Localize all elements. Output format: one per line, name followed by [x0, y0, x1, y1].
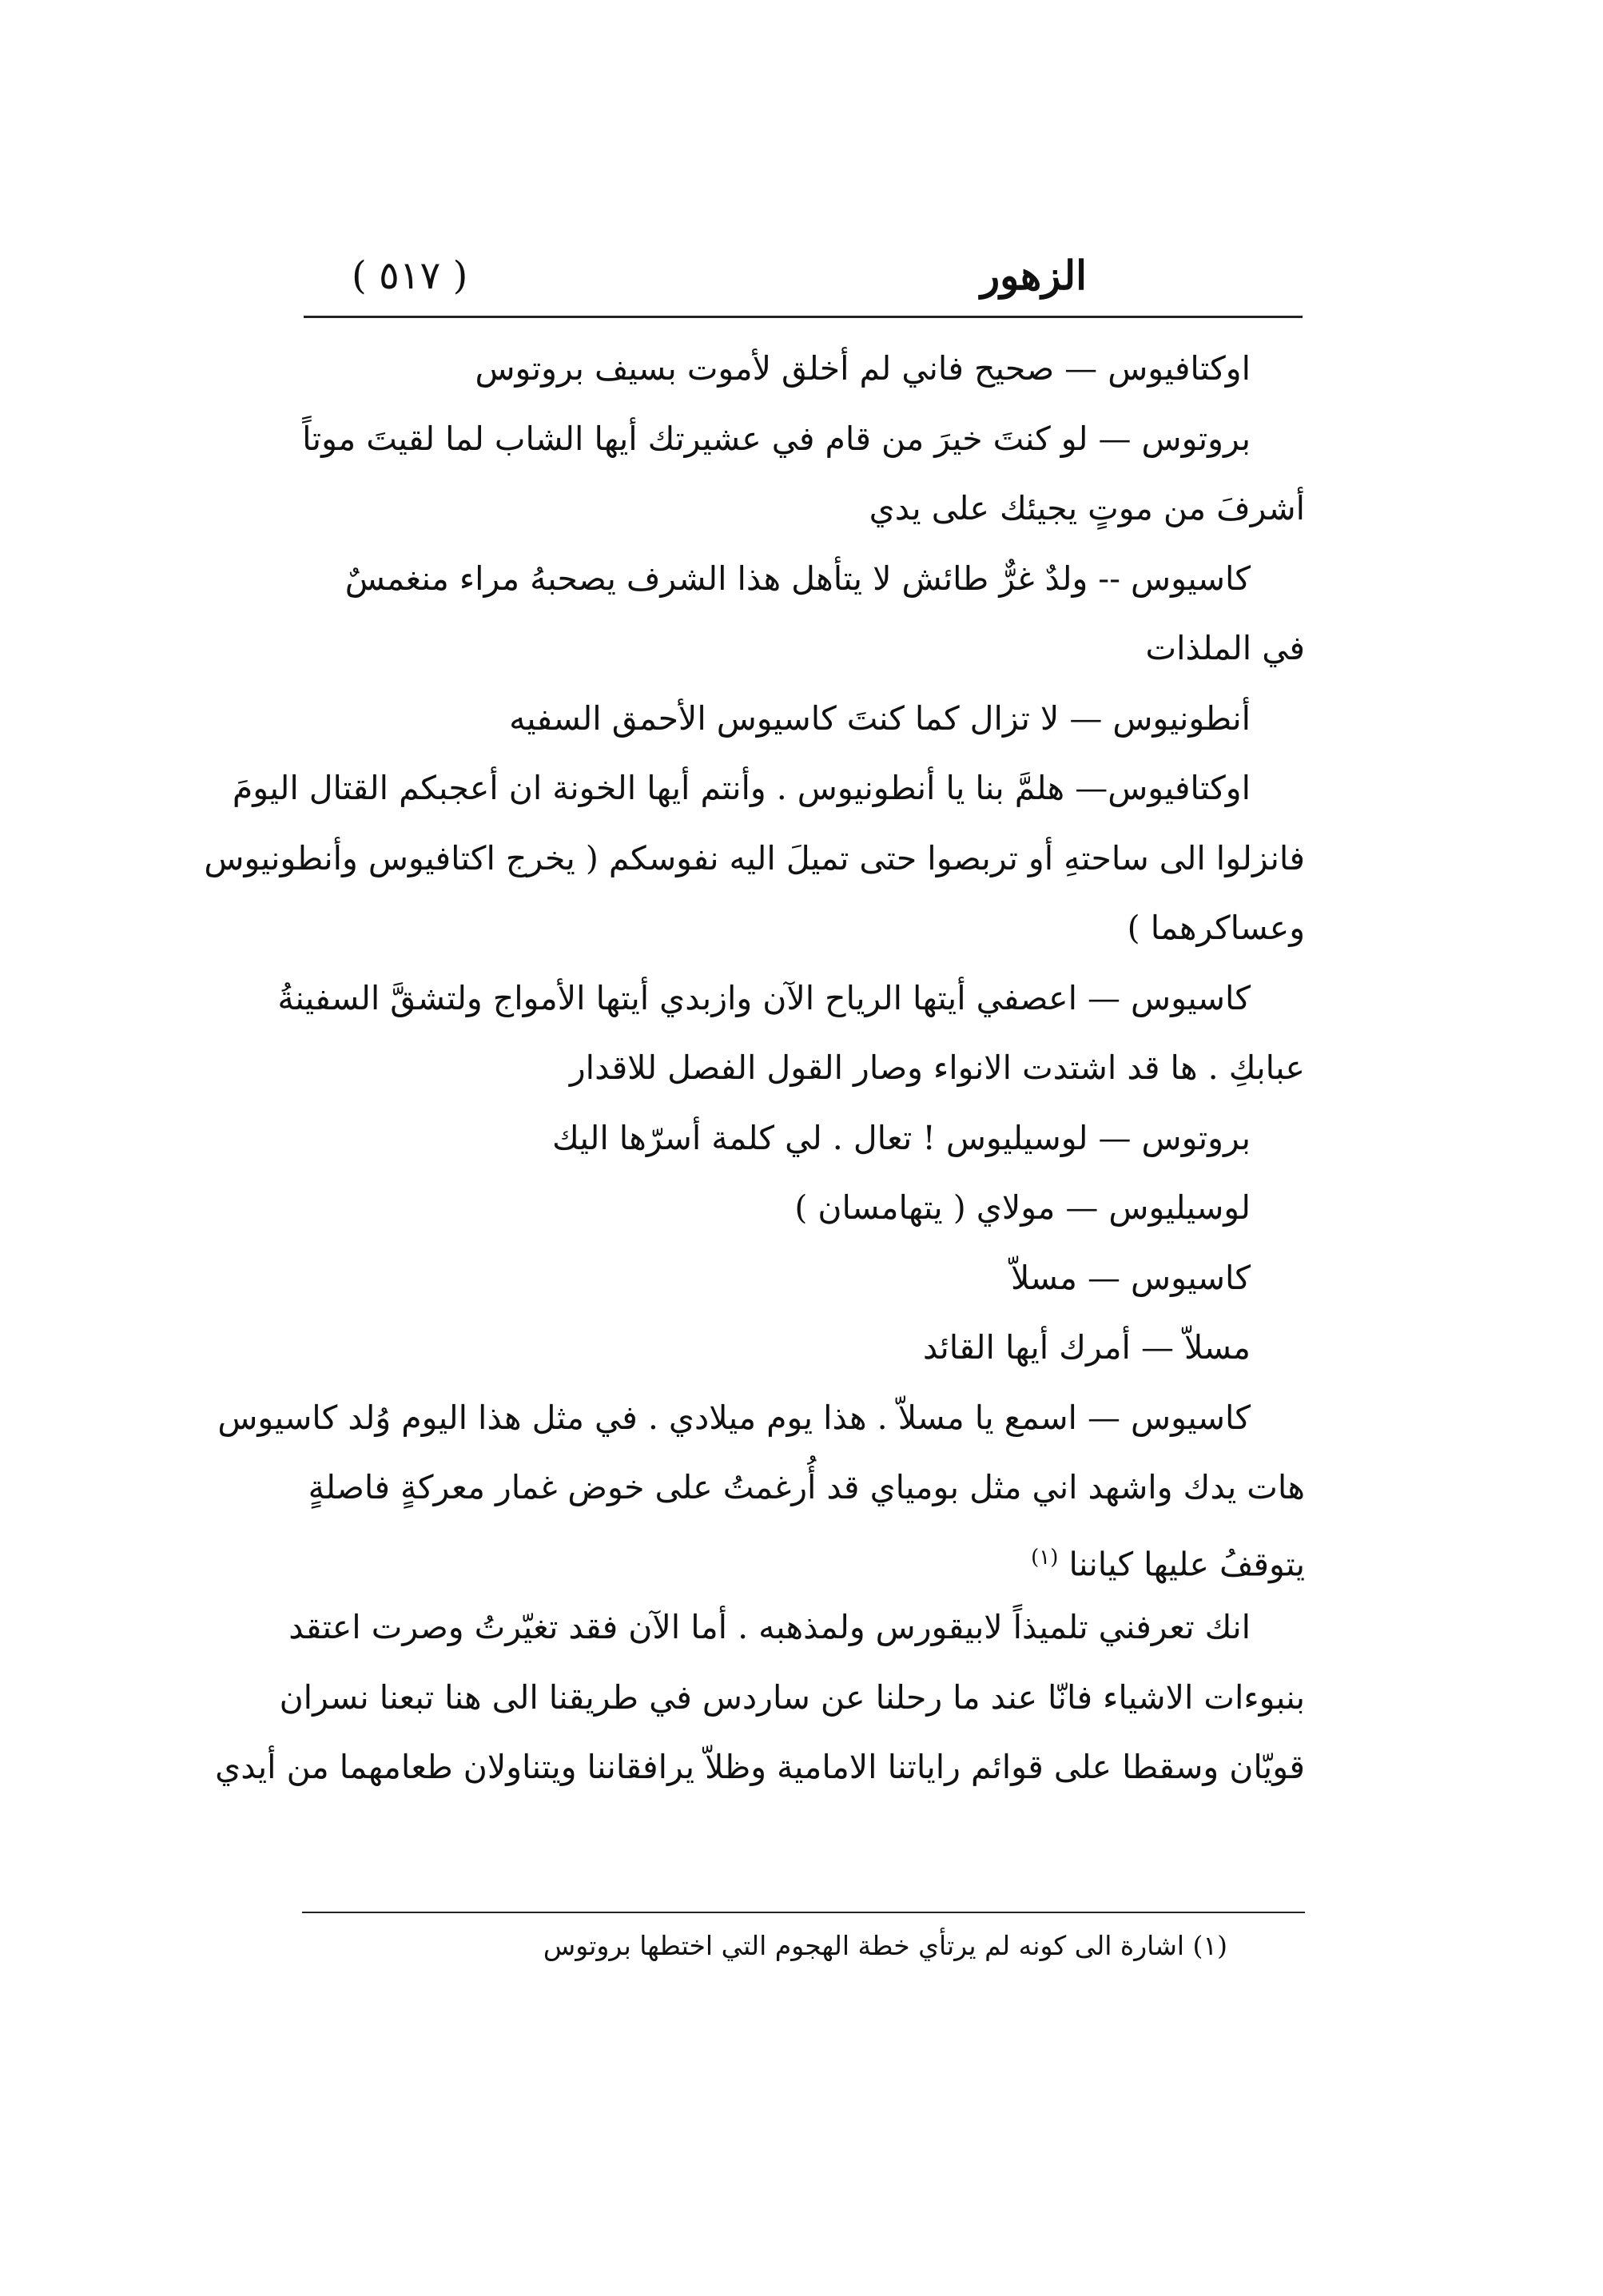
page-header: [304, 240, 1303, 320]
text-line: بنبوءات الاشياء فانّا عند ما رحلنا عن ساردس في طريقنا الى هنا تبعنا نسران: [279, 1677, 1305, 1717]
text-line: في الملذات: [1145, 629, 1305, 667]
text-line-with-footnote: [302, 1523, 1305, 1594]
text-line: فانزلوا الى ساحتهِ أو تربصوا حتى تميلَ اليه نفوسكم ( يخرج اكتافيوس وأنطونيوس: [204, 838, 1305, 877]
text-line: كاسيوس — اعصفي أيتها الرياح الآن وازبدي أيتها الأمواج ولتشقَّ السفينةُ: [277, 978, 1251, 1017]
text-line: مسلاّ — أمرك أيها القائد: [922, 1328, 1251, 1367]
footnote-rule: [302, 1912, 1305, 1913]
footnote: (١) اشارة الى كونه لم يرتأي خطة الهجوم التي اختطها بروتوس: [543, 1930, 1227, 1961]
text-line: أشرفَ من موتٍ يجيئك على يدي: [869, 489, 1305, 527]
text-line: هات يدك واشهد اني مثل بومياي قد أُرغمتُ على خوض غمار معركةٍ فاصلةٍ: [308, 1468, 1305, 1506]
text-line: بروتوس — لوسيليوس ! تعال . لي كلمة أسرّها اليك: [551, 1118, 1251, 1157]
text-line: بروتوس — لو كنتَ خيرَ من قام في عشيرتك أيها الشاب لما لقيتَ موتاً: [302, 419, 1251, 458]
text-line: عبابكِ . ها قد اشتدت الانواء وصار القول الفصل للاقدار: [569, 1049, 1305, 1087]
text-line: وعساكرهما ): [1127, 909, 1305, 947]
text-line: أنطونيوس — لا تزال كما كنتَ كاسيوس الأحمق السفيه: [509, 698, 1251, 738]
text-line: اوكتافيوس — صحيح فاني لم أخلق لأموت بسيف بروتوس: [475, 349, 1251, 388]
text-line: كاسيوس — اسمع يا مسلاّ . هذا يوم ميلادي . في مثل هذا اليوم وُلد كاسيوس: [217, 1398, 1251, 1437]
text-line: كاسيوس -- ولدٌ غرٌّ طائش لا يتأهل هذا الشرف يصحبهُ مراء منغمسٌ: [344, 559, 1251, 598]
text-line: كاسيوس — مسلاّ: [1010, 1258, 1251, 1297]
footnote-marker: (١): [1031, 1545, 1059, 1570]
running-title: الزهور: [980, 252, 1087, 299]
text-line: اوكتافيوس— هلمَّ بنا يا أنطونيوس . وأنتم أيها الخونة ان أعجبكم القتال اليومَ: [232, 769, 1251, 807]
text-line: قويّان وسقطا على قوائم راياتنا الامامية وظلاّ يرافقاننا ويتناولان طعامهما من أيدي: [215, 1748, 1305, 1786]
text-line: لوسيليوس — مولاي ( يتهامسان ): [794, 1188, 1251, 1227]
body-text: [204, 334, 1305, 1803]
page-number: ( ٥١٧ ): [352, 253, 468, 298]
text-line: انك تعرفني تلميذاً لابيقورس ولمذهبه . أما الآن فقد تغيّرتُ وصرت اعتقد: [288, 1608, 1251, 1646]
header-rule: [304, 316, 1303, 318]
text-line: يتوقفُ عليها كياننا: [1068, 1545, 1305, 1584]
